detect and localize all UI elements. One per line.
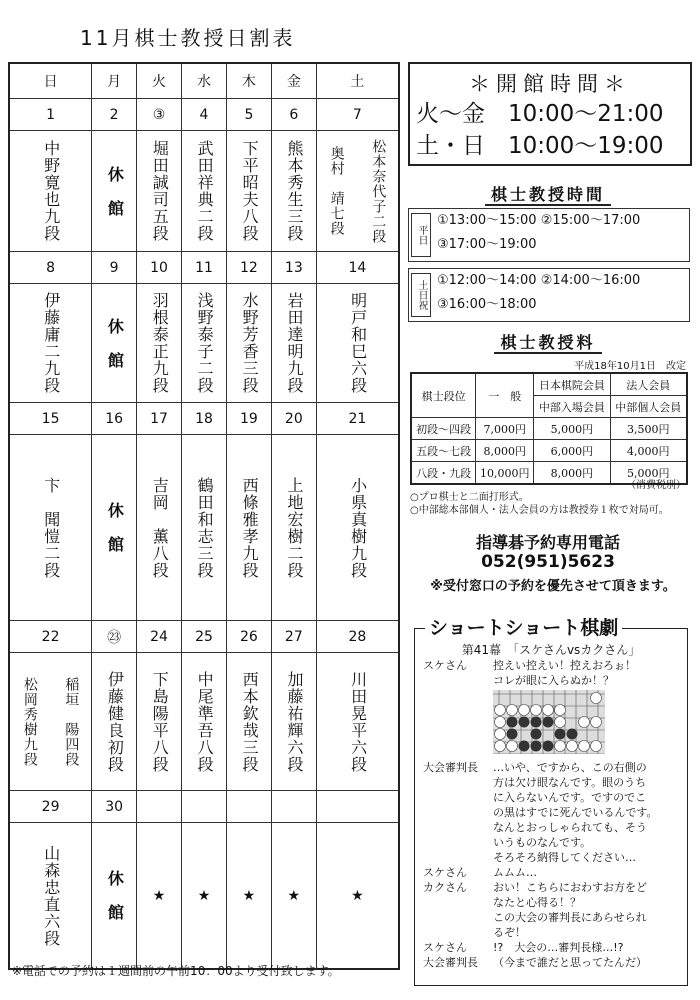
date-cell: 9 xyxy=(92,252,137,284)
star-icon: ★ xyxy=(197,887,211,904)
instructor-name: 鶴田和志三段 xyxy=(195,476,215,579)
weekday: 金 xyxy=(271,63,316,99)
dialogue-text: 控えい控えい！控えおろぉ！ コレが眼に入らぬか！？ xyxy=(493,659,636,687)
instructor-cell xyxy=(137,284,182,403)
dialogue-line xyxy=(415,880,687,940)
instructor-cell xyxy=(92,131,137,252)
date-cell: 6 xyxy=(271,99,316,131)
instructor-name: 羽根泰正九段 xyxy=(150,292,170,394)
story-title: ショートショート棋劇 xyxy=(425,613,622,640)
date-cell: 15 xyxy=(9,403,92,435)
weekday: 水 xyxy=(182,63,227,99)
closed-label: 休 館 xyxy=(105,870,125,921)
date-row xyxy=(9,621,399,653)
fee-cell: 7,000円 xyxy=(476,418,534,440)
instructor-cell xyxy=(182,284,227,403)
weekday: 火 xyxy=(137,63,182,99)
instructor-cell xyxy=(226,435,271,621)
instructor-cell xyxy=(271,823,316,970)
fee-note: ○プロ棋士と二面打形式。 xyxy=(410,492,529,503)
instructor-cell xyxy=(9,435,92,621)
date-cell: 1 xyxy=(9,99,92,131)
instructor-cell xyxy=(271,435,316,621)
instructor-cell xyxy=(316,284,399,403)
instructor-cell xyxy=(182,653,227,791)
dialogue-text: （今まで誰だと思ってたんだ） xyxy=(493,956,647,969)
fee-cell: 5,000円 xyxy=(534,418,610,440)
date-cell: 14 xyxy=(316,252,399,284)
date-cell: 11 xyxy=(182,252,227,284)
fee-row xyxy=(411,418,687,440)
hours-row: 土・日 10:00～19:00 xyxy=(416,133,664,159)
date-cell: 26 xyxy=(226,621,271,653)
instructor-cell xyxy=(137,435,182,621)
instructor-row xyxy=(9,284,399,403)
instructor-name: 小県真樹九段 xyxy=(348,476,368,579)
instructor-cell xyxy=(271,131,316,252)
instructor-cell xyxy=(226,823,271,970)
instructor-name: 明戸和巳六段 xyxy=(348,292,368,394)
instructor-name: 松本奈代子二段 xyxy=(370,138,387,244)
fee-header: 日本棋院会員 xyxy=(534,373,610,396)
instructor-name: 加藤祐輝六段 xyxy=(285,670,305,773)
speaker: スケさん xyxy=(423,659,467,672)
instructor-cell xyxy=(137,823,182,970)
instructor-cell xyxy=(271,653,316,791)
instructor-cell xyxy=(226,131,271,252)
instructor-name: 中尾準吾八段 xyxy=(195,670,215,773)
dialogue-text: おい！こちらにおわすお方をど なたと心得る！？ この大会の審判長にあらせられ るぞ！ xyxy=(493,881,647,939)
instructor-cell xyxy=(9,653,92,791)
fee-header: 中部個人会員 xyxy=(610,396,687,418)
instructor-cell xyxy=(316,653,399,791)
instructor-name: 奥村 靖七段 xyxy=(328,146,345,236)
instructor-cell xyxy=(316,131,399,252)
fee-note: ○中部総本部個人・法人会員の方は教授券１枚で対局可。 xyxy=(410,505,669,516)
date-cell: 4 xyxy=(182,99,227,131)
fee-cell: 五段～七段 xyxy=(411,440,476,462)
instructor-name: 下島陽平八段 xyxy=(150,670,170,773)
instructor-row xyxy=(9,653,399,791)
dialogue-text: !? 大会の…審判長様…!? xyxy=(493,941,624,954)
date-cell: 22 xyxy=(9,621,92,653)
fee-cell: 3,500円 xyxy=(610,418,687,440)
date-cell: 19 xyxy=(226,403,271,435)
date-row xyxy=(9,99,399,131)
weekday: 月 xyxy=(92,63,137,99)
dialogue-line xyxy=(415,658,687,688)
instructor-name: 山森忠直六段 xyxy=(41,844,61,947)
instructor-row xyxy=(9,435,399,621)
date-cell: 20 xyxy=(271,403,316,435)
time-line: ①12:00～14:00 ②14:00～16:00 xyxy=(437,273,641,288)
time-line: ①13:00～15:00 ②15:00～17:00 xyxy=(437,213,641,228)
closed-label: 休 館 xyxy=(105,317,125,369)
date-cell xyxy=(137,791,182,823)
phone-note: ※受付窓口の予約を優先させて頂きます。 xyxy=(430,579,676,594)
date-cell: 17 xyxy=(137,403,182,435)
time-line: ③17:00～19:00 xyxy=(437,237,537,252)
date-row xyxy=(9,403,399,435)
speaker: 大会審判長 xyxy=(423,761,478,774)
fee-cell: 5,000円 xyxy=(610,462,687,485)
instructor-cell xyxy=(9,131,92,252)
holiday-times xyxy=(408,268,690,322)
instructor-name: 岩田達明九段 xyxy=(285,292,305,394)
heading-text: 棋士教授料 xyxy=(494,333,601,354)
instructor-name: 堀田誠司五段 xyxy=(150,140,170,242)
speaker: スケさん xyxy=(423,941,467,954)
instructor-name: 吉岡 薫八段 xyxy=(150,476,170,579)
instructor-name: 伊藤庸二九段 xyxy=(41,292,61,394)
date-cell: 7 xyxy=(316,99,399,131)
instructor-cell xyxy=(9,284,92,403)
date-cell: 24 xyxy=(137,621,182,653)
instructor-name: 上地宏樹二段 xyxy=(285,476,305,579)
instructor-cell xyxy=(226,653,271,791)
instructor-name: 西條雅孝九段 xyxy=(240,476,260,579)
instructor-name: 西本欽哉三段 xyxy=(240,670,260,773)
date-cell: 10 xyxy=(137,252,182,284)
instructor-cell xyxy=(316,435,399,621)
closed-label: 休 館 xyxy=(105,165,125,217)
fee-header: 中部入場会員 xyxy=(534,396,610,418)
instructor-cell xyxy=(182,435,227,621)
date-cell: 28 xyxy=(316,621,399,653)
time-line: ③16:00～18:00 xyxy=(437,297,537,312)
fee-header: 法人会員 xyxy=(610,373,687,396)
instructor-cell xyxy=(271,284,316,403)
fee-cell: 10,000円 xyxy=(476,462,534,485)
star-icon: ★ xyxy=(152,887,166,904)
instructor-cell xyxy=(182,131,227,252)
star-icon: ★ xyxy=(242,887,256,904)
teaching-times-heading xyxy=(408,182,688,205)
short-story-box xyxy=(414,617,688,986)
phone-heading: 指導碁予約専用電話 xyxy=(475,533,620,552)
fees-heading xyxy=(408,330,688,353)
date-cell xyxy=(226,791,271,823)
date-cell: ㉓ xyxy=(92,621,137,653)
instructor-name: 中野寛也九段 xyxy=(41,140,61,242)
date-cell: 18 xyxy=(182,403,227,435)
weekday: 木 xyxy=(226,63,271,99)
weekday-header-row xyxy=(9,63,399,99)
footer-note: ※電話での予約は１週間前の午前10：00より受付致します。 xyxy=(12,964,340,978)
fee-cell: 八段・九段 xyxy=(411,462,476,485)
fee-cell: 4,000円 xyxy=(610,440,687,462)
hours-heading: ＊開館時間＊ xyxy=(469,72,631,96)
instructor-name: 武田祥典二段 xyxy=(195,140,215,242)
go-board-diagram xyxy=(493,690,687,758)
date-cell: 27 xyxy=(271,621,316,653)
instructor-name: 下平昭夫八段 xyxy=(240,140,260,242)
instructor-cell xyxy=(137,653,182,791)
weekday-times xyxy=(408,208,690,262)
date-cell: 5 xyxy=(226,99,271,131)
fee-row xyxy=(411,440,687,462)
dialogue-line xyxy=(415,940,687,955)
story-episode: 第41幕 「スケさんvsカクさん」 xyxy=(461,643,641,657)
instructor-cell xyxy=(137,131,182,252)
instructor-name: 伊藤健良初段 xyxy=(105,670,125,773)
instructor-cell xyxy=(316,823,399,970)
instructor-name: 川田晃平六段 xyxy=(348,670,368,773)
weekday: 日 xyxy=(9,63,92,99)
star-icon: ★ xyxy=(287,887,301,904)
date-cell: 16 xyxy=(92,403,137,435)
instructor-cell xyxy=(9,823,92,970)
fee-table xyxy=(410,372,688,485)
fee-cell: 初段～四段 xyxy=(411,418,476,440)
instructor-name: 熊本秀生三段 xyxy=(285,140,305,242)
instructor-cell xyxy=(92,653,137,791)
page-title: 11月棋士教授日割表 xyxy=(80,26,296,50)
instructor-row xyxy=(9,131,399,252)
instructor-row xyxy=(9,823,399,970)
instructor-name: 卞 聞愷二段 xyxy=(41,476,61,579)
instructor-name: 松岡秀樹九段 xyxy=(21,676,38,767)
fee-cell: 8,000円 xyxy=(534,462,610,485)
speaker: 大会審判長 xyxy=(423,956,478,969)
holiday-label: 土日祝 xyxy=(411,273,431,317)
date-row xyxy=(9,791,399,823)
dialogue-line xyxy=(415,955,687,970)
date-cell: 29 xyxy=(9,791,92,823)
fee-header: 棋士段位 xyxy=(411,373,476,418)
dialogue-text: …いや、ですから、この右側の 方は欠け眼なんです。眼のうち に入らないんです。ですのでこ の黒はすでに死んでいるんです。 なんとおっしゃられても、そう いうものなんです。 そろそろ納得してください… xyxy=(493,761,658,864)
weekday: 土 xyxy=(316,63,399,99)
instructor-cell xyxy=(226,284,271,403)
schedule-table xyxy=(8,62,400,970)
date-cell xyxy=(316,791,399,823)
instructor-cell xyxy=(92,435,137,621)
instructor-cell xyxy=(92,823,137,970)
fee-cell: 6,000円 xyxy=(534,440,610,462)
speaker: スケさん xyxy=(423,866,467,879)
instructor-name: 浅野泰子二段 xyxy=(195,292,215,394)
date-cell xyxy=(271,791,316,823)
star-icon: ★ xyxy=(351,887,364,904)
dialogue-line xyxy=(415,760,687,865)
instructor-name: 稲垣 陽四段 xyxy=(63,676,80,767)
dialogue-line xyxy=(415,865,687,880)
weekday-label: 平日 xyxy=(411,213,431,257)
opening-hours-box xyxy=(408,62,692,166)
fee-header: 一 般 xyxy=(476,373,534,418)
instructor-name: 水野芳香三段 xyxy=(240,292,260,394)
tax-note: （消費税別） xyxy=(626,480,686,491)
closed-label: 休 館 xyxy=(105,502,125,553)
date-cell: 25 xyxy=(182,621,227,653)
revised-date: 平成18年10月1日 改定 xyxy=(574,361,686,372)
fee-cell: 8,000円 xyxy=(476,440,534,462)
heading-text: 棋士教授時間 xyxy=(485,185,611,206)
instructor-cell xyxy=(182,823,227,970)
date-row xyxy=(9,252,399,284)
instructor-cell xyxy=(92,284,137,403)
speaker: カクさん xyxy=(423,881,467,894)
date-cell xyxy=(182,791,227,823)
date-cell: 13 xyxy=(271,252,316,284)
date-cell: ③ xyxy=(137,99,182,131)
date-cell: 12 xyxy=(226,252,271,284)
date-cell: 30 xyxy=(92,791,137,823)
dialogue-text: ムムム… xyxy=(493,866,537,879)
phone-number: 052(951)5623 xyxy=(481,552,615,572)
hours-row: 火～金 10:00～21:00 xyxy=(416,101,664,127)
date-cell: 2 xyxy=(92,99,137,131)
date-cell: 21 xyxy=(316,403,399,435)
date-cell: 8 xyxy=(9,252,92,284)
